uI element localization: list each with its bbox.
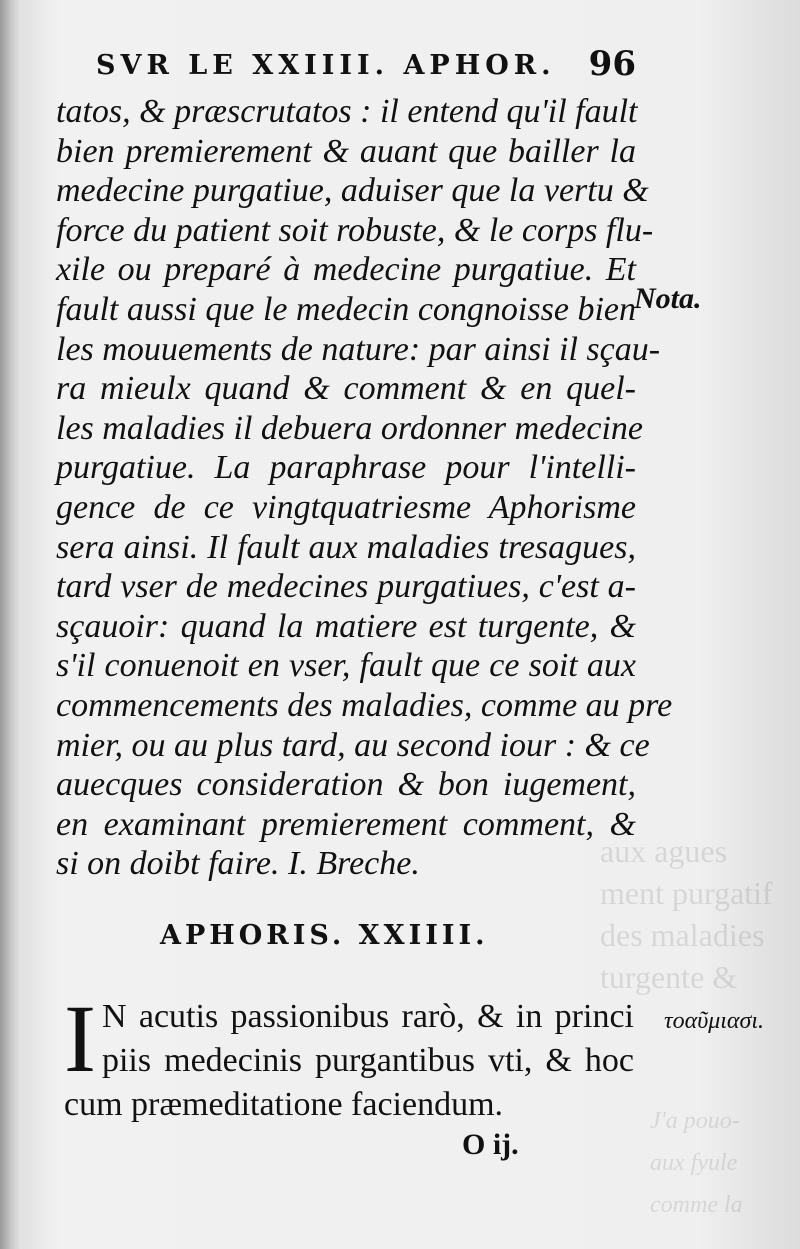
- text-line: mier, ou au plus tard, au second iour : & ce: [56, 726, 650, 764]
- text-line: les mouuements de nature: par ainsi il sçau-: [56, 330, 661, 368]
- text-line: xile ou preparé à medecine purgatiue. Et: [56, 251, 636, 289]
- text-line: tatos, & præscrutatos : il entend qu'il fault: [56, 93, 638, 130]
- signature-mark: O ij.: [462, 1128, 519, 1161]
- text-line: en examinant premierement comment, &: [56, 805, 636, 843]
- latin-line: piis medecinis purgantibus vti, & hoc: [101, 1042, 634, 1079]
- show-through-margin: J'a pouo- aux fyule comme la: [650, 1108, 743, 1218]
- page-gutter-shadow: [0, 0, 22, 1249]
- latin-line: N acutis passionibus rarò, & in princi: [101, 998, 634, 1035]
- text-line: ra mieulx quand & comment & en quel-: [56, 370, 636, 408]
- latin-aphorism: [64, 985, 634, 1127]
- text-line: commencements des maladies, comme au pre: [56, 686, 673, 724]
- text-line: auecques consideration & bon iugement,: [56, 766, 636, 804]
- text-line: purgatiue. La paraphrase pour l'intelli-: [56, 449, 636, 487]
- show-through-text: aux agues ment purgatif des maladies turgente &: [600, 833, 773, 995]
- margin-note: Nota.: [634, 282, 702, 315]
- text-line: bien premierement & auant que bailler la: [56, 132, 636, 170]
- text-line: si on doibt faire. I. Breche.: [56, 845, 420, 883]
- page-number: 96: [588, 44, 636, 84]
- text-line: gence de ce vingtquatriesme Aphorisme: [56, 488, 636, 526]
- text-line: s'il conuenoit en vser, fault que ce soit aux: [56, 647, 636, 685]
- running-header: [96, 44, 636, 84]
- text-line: fault aussi que le medecin congnoisse bien: [56, 290, 636, 328]
- text-line: force du patient soit robuste, & le corps flu-: [56, 211, 654, 249]
- aphorism-heading: APHORIS. XXIIII.: [160, 920, 489, 951]
- text-line: sçauoir: quand la matiere est turgente, &: [56, 607, 636, 645]
- text-line: tard vser de medecines purgatiues, c'est a-: [56, 568, 636, 606]
- text-line: sera ainsi. Il fault aux maladies tresagues,: [56, 528, 636, 566]
- text-line: les maladies il debuera ordonner medecine: [56, 409, 643, 447]
- latin-line: cum præmeditatione faciendum.: [64, 1086, 504, 1123]
- drop-cap-initial: I: [64, 985, 96, 1092]
- greek-margin-note: τοαῦμιασι.: [664, 1008, 765, 1034]
- running-title: SVR LE XXIIII. APHOR.: [96, 50, 556, 81]
- text-line: medecine purgatiue, aduiser que la vertu &: [56, 172, 649, 210]
